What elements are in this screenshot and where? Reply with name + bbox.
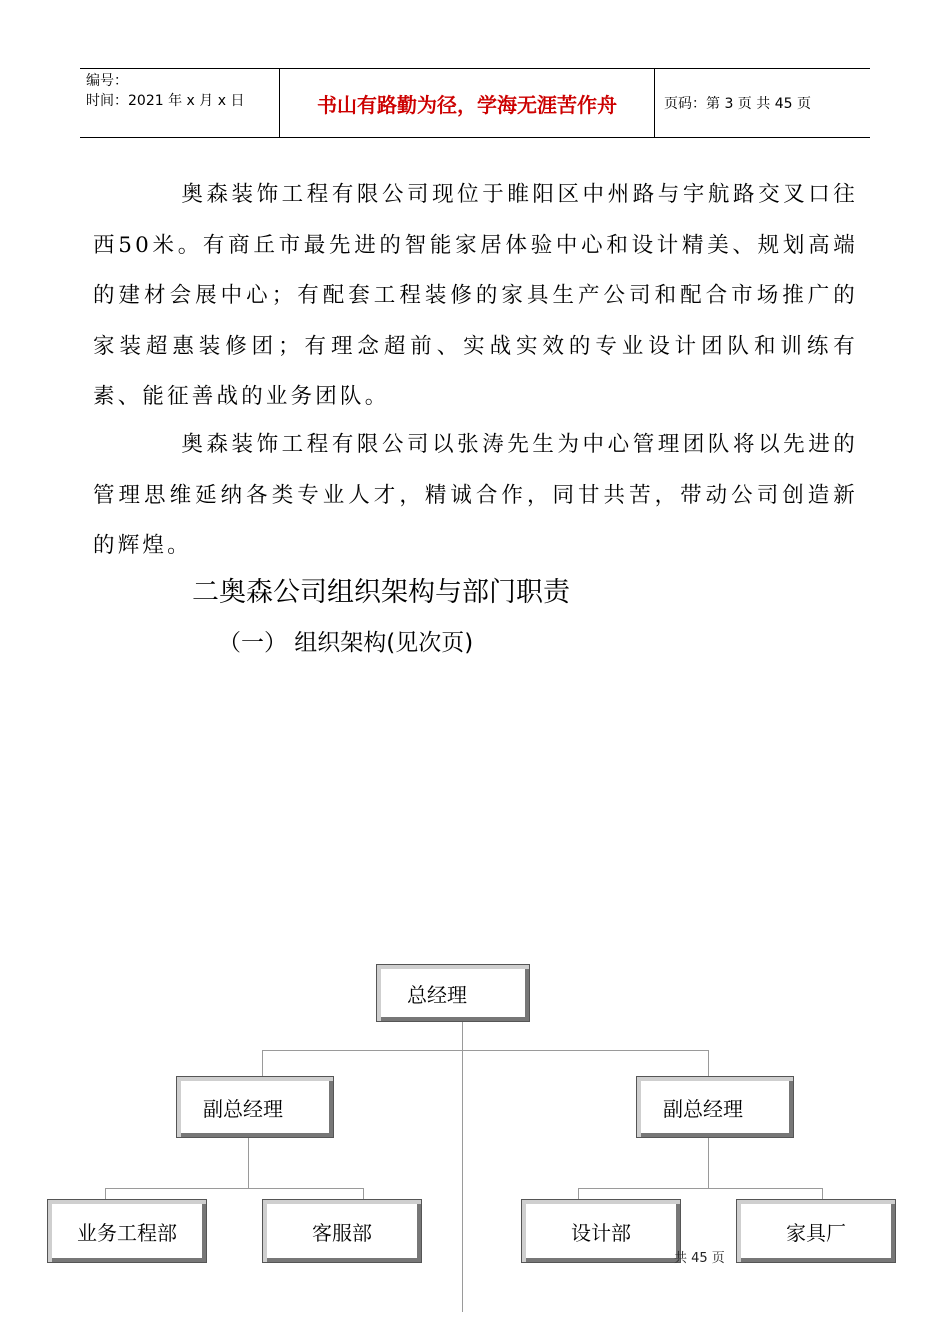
header-motto: 书山有路勤为径，学海无涯苦作舟	[280, 69, 655, 137]
header-page-number: 页码：第 3 页 共 45 页	[664, 96, 811, 112]
connector-gm-down	[462, 1022, 463, 1312]
document-date: 时间：2021 年 x 月 x 日	[86, 93, 245, 109]
connector-vp-right-down	[708, 1138, 709, 1188]
org-box-vice-manager-right: 副总经理	[636, 1076, 794, 1138]
paragraph-management	[93, 420, 858, 572]
org-box-vice-manager-left: 副总经理	[176, 1076, 334, 1138]
page-header	[80, 68, 870, 138]
paragraph-2-text: 奥森装饰工程有限公司以张涛先生为中心管理团队将以先进的管理思维延纳各类专业人才，精诚合作，同甘共苦，带动公司创造新的辉煌。	[93, 432, 858, 558]
paragraph-company-intro	[93, 170, 858, 423]
connector-dept3-up	[578, 1188, 579, 1199]
org-box-customer-service: 客服部	[262, 1199, 422, 1263]
document-number: 编号：	[86, 73, 128, 89]
section-heading: 二奥森公司组织架构与部门职责	[192, 577, 570, 608]
connector-vp-right-up	[708, 1050, 709, 1076]
footer-page-total: 共 45 页	[674, 1251, 725, 1266]
header-meta	[80, 69, 280, 137]
paragraph-1-text: 奥森装饰工程有限公司现位于睢阳区中州路与宇航路交叉口往西50米。有商丘市最先进的智能家居体验中心和设计精美、规划高端的建材会展中心；有配套工程装修的家具生产公司和配合市场推广的家装超惠装修团；有理念超前、实战实效的专业设计团队和训练有素、能征善战的业务团队。	[93, 182, 858, 409]
org-box-business-engineering: 业务工程部	[47, 1199, 207, 1263]
connector-vp-horizontal	[262, 1050, 708, 1051]
org-box-general-manager: 总经理	[376, 964, 530, 1022]
connector-dept1-up	[105, 1188, 106, 1199]
connector-vp-left-down	[248, 1138, 249, 1188]
connector-left-depts	[105, 1188, 363, 1189]
org-box-design: 设计部	[521, 1199, 681, 1263]
connector-right-depts	[578, 1188, 822, 1189]
connector-dept2-up	[363, 1188, 364, 1199]
subsection-heading: （一） 组织架构(见次页)	[218, 630, 474, 656]
connector-vp-left-up	[262, 1050, 263, 1076]
org-box-furniture-factory: 家具厂	[736, 1199, 896, 1263]
connector-dept4-up	[822, 1188, 823, 1199]
